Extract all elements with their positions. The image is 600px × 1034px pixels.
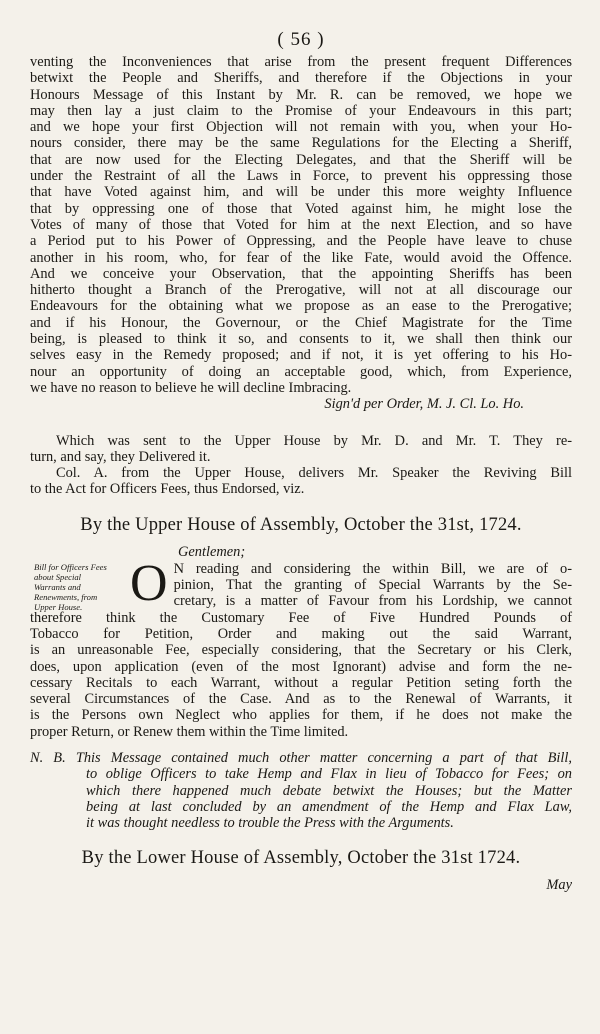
para3-lines-line: N reading and considering the within Bill, we are of o- — [173, 560, 572, 577]
nb-lines-line: being at last concluded by an amendment of the Hemp and Flax Law, — [86, 798, 572, 815]
para1-lines-line: hitherto thought a Branch of the Prerogative, will not at all discourage our — [30, 282, 572, 299]
para1-lines-line: Endeavours for the obtaining what we propose as an ease to the Prerogative; — [30, 298, 572, 315]
salutation: Gentlemen; — [178, 543, 246, 560]
nb-lines-line: to oblige Officers to take Hemp and Flax in lieu of Tobacco for Fees; on — [86, 766, 572, 783]
para1-lines-line: venting the Inconveniences that arise from the present frequent Differences — [30, 54, 572, 70]
para1-lines-line: Honours Message of this Instant by Mr. R. can be removed, we hope we — [30, 86, 572, 103]
para1-lines-line: that by oppressing one of those that Voted against him, he might lose the — [30, 200, 572, 217]
para2-lines-line: turn, and say, they Delivered it. — [30, 448, 211, 465]
para3-lines-line: proper Return, or Renew them within the Time limited. — [30, 723, 349, 740]
para2-lines-line: to the Act for Officers Fees, thus Endorsed, viz. — [30, 481, 305, 498]
para3-lines-line: cretary, is a matter of Favour from his Lordship, we cannot — [173, 593, 572, 610]
para1-lines-line: that are now used for the Electing Delegates, and that the Sheriff will be — [30, 151, 572, 168]
para1-lines-line: under the Restraint of all the Laws in Force, to prevent his oppressing those — [30, 168, 572, 185]
para1-lines-line: we have no reason to believe he will decline Imbracing. — [30, 379, 352, 396]
para1-lines-line: And we conceive your Observation, that the appointing Sheriffs has been — [30, 265, 572, 282]
nota-bene — [30, 750, 572, 831]
para3-lines-line: therefore think the Customary Fee of Five Hundred Pounds of — [30, 609, 572, 626]
para1-lines-line: and we hope your first Objection will not remain with you, when your Ho- — [30, 119, 572, 136]
margin-note: Bill for Officers Fees about Special Warrants and Renewments, from Upper House. — [34, 561, 107, 612]
para3-lines-line: several Circumstances of the Case. And as to the Renewal of Warrants, it — [30, 691, 572, 708]
para3-lines-line: cessary Recitals to each Warrant, without a regular Petition seting forth the — [30, 674, 572, 691]
drop-cap: O — [130, 554, 168, 612]
nb-lines-line: it was thought needless to trouble the Press with the Arguments. — [86, 815, 454, 832]
para1-lines-line: nours consider, there may be the same Regulations for the Electing a Sheriff, — [30, 135, 572, 152]
para1-lines-line: nour an opportunity of doing an acceptable good, which, from Experience, — [30, 363, 572, 380]
para1-lines-line: being, is pleased to think it so, and consents to it, we shall then think our — [30, 331, 572, 348]
para1-lines-line: betwixt the People and Sheriffs, and therefore if the Objections in your — [30, 70, 572, 87]
para1-lines-line: may then lay a just claim to the Promise of your Endeavours in this part; — [30, 102, 572, 119]
heading-lower-house: By the Lower House of Assembly, October the 31st 1724. — [81, 848, 521, 869]
page-number: ( 56 ) — [277, 29, 325, 50]
para3-lines-line: is an unreasonable Fee, especially considering, that the Secretary or his Clerk, — [30, 642, 572, 659]
signature-line: Sign'd per Order, M. J. Cl. Lo. Ho. — [324, 396, 524, 413]
para1-lines-line: selves easy in the Remedy proposed; and if not, it is yet offering to his Ho- — [30, 347, 572, 364]
para2-lines-line: Which was sent to the Upper House by Mr. D. and Mr. T. They re- — [56, 432, 572, 449]
para2-lines-line: Col. A. from the Upper House, delivers Mr. Speaker the Reviving Bill — [56, 465, 572, 482]
heading-upper-house: By the Upper House of Assembly, October the 31st, 1724. — [80, 514, 522, 535]
para1-lines-line: a Period put to his Power of Oppressing, and the People have leave to chuse — [30, 233, 572, 250]
nb-lines-line: N. B. This Message contained much other matter concerning a part of that Bill, — [30, 749, 572, 766]
para3-lines-line: is the Persons own Neglect who applies for them, if he does not make the — [30, 707, 572, 724]
para3-lines-line: Tobacco for Petition, Order and making out the said Warrant, — [30, 625, 572, 642]
para1-lines-line: Votes of many of those that Voted for him at the next Election, and so have — [30, 216, 572, 233]
para3-lines-line: does, upon application (even of the most Ignorant) advise and form the ne- — [30, 658, 572, 675]
catchword: May — [546, 877, 572, 894]
paragraph-upper-house-delivery — [30, 433, 572, 498]
para1-lines-line: that have Voted against him, and will be under this more weighty Influence — [30, 184, 572, 201]
nb-lines-line: which there happened much debate betwixt the Houses; but the Matter — [86, 782, 572, 799]
paragraph-sheriffs — [30, 54, 572, 396]
upper-house-message — [30, 544, 572, 740]
para3-lines-line: pinion, That the granting of Special Warrants by the Se- — [173, 577, 572, 594]
para1-lines-line: another in his room, who, for fear of the like Fate, would avoid the Offence. — [30, 249, 572, 266]
para1-lines-line: and if his Honour, the Governour, or the Chief Magistrate for the Time — [30, 314, 572, 331]
